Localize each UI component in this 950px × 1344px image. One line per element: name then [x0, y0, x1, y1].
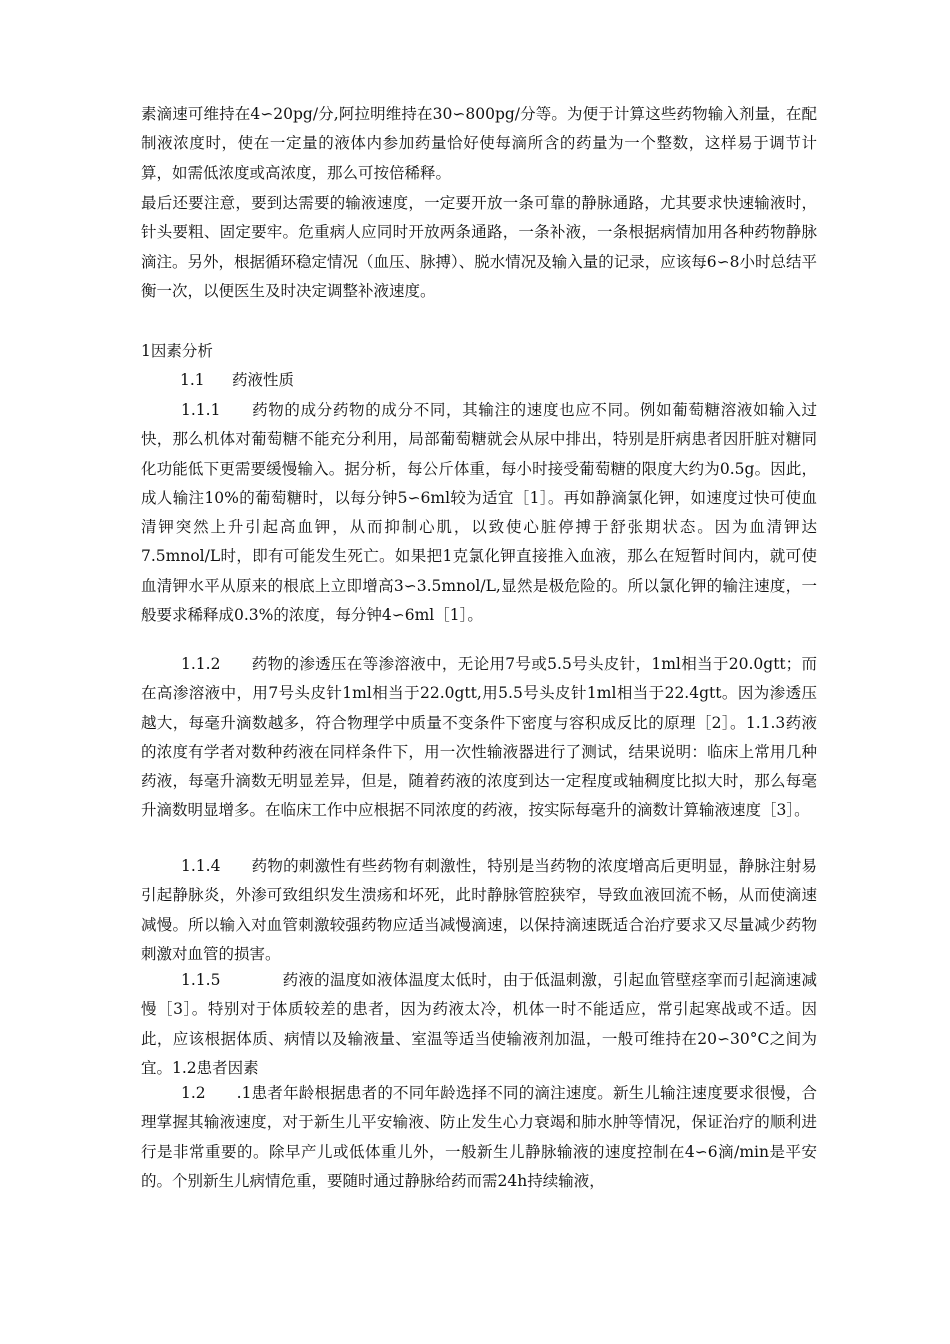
- paragraph-intro-rate: 素滴速可维持在4∽20pg/分,阿拉明维持在30∽800pg/分等。为便于计算这些药物输入剂量，在配制液浓度时，使在一定量的液体内参加药量恰好使每滴所含的药量为一个整数，这样易于调节计算，如需低浓度或高浓度，那么可按倍稀释。: [141, 105, 817, 182]
- paragraph-1-1-1: [141, 396, 817, 630]
- paragraph-text: 药物的渗透压在等渗溶液中，无论用7号或5.5号头皮针，1ml相当于20.0gtt；而在高渗溶液中，用7号头皮针1ml相当于22.0gtt,用5.5号头皮针1ml相当于22.4gtt。因为渗透压越大，每毫升滴数越多，符合物理学中质量不变条件下密度与容积成反比的原理［2］。1.1.3药液的浓度有学者对数种药液在同样条件下，用一次性输液器进行了测试，结果说明：临床上常用几种药液，每毫升滴数无明显差异，但是，随着药液的浓度到达一定程度或轴稠度比拟大时，那么每毫升滴数明显增多。在临床工作中应根据不同浓度的药液，按实际每毫升的滴数计算输液速度［3］。: [141, 655, 817, 820]
- paragraph-text: 药物的刺激性有些药物有刺激性，特别是当药物的浓度增高后更明显，静脉注射易引起静脉炎，外渗可致组织发生溃疡和坏死，此时静脉管腔狭窄，导致血液回流不畅，从而使滴速减慢。所以输入对血管刺激较强药物应适当减慢滴速，以保持滴速既适合治疗要求又尽量减少药物刺激对血管的损害。: [141, 857, 817, 963]
- paragraph-text: 药物的成分药物的成分不同，其输注的速度也应不同。例如葡萄糖溶液如输入过快，那么机体对葡萄糖不能充分利用，局部葡萄糖就会从尿中排出，特别是肝病患者因肝脏对糖同化功能低下更需要缓慢输入。据分析，每公斤体重，每小时接受葡萄糖的限度大约为0.5g。因此，成人输注10%的葡萄糖时，以每分钟5∽6ml较为适宜［1］。再如静滴氯化钾，如速度过快可使血清钾突然上升引起高血钾，从而抑制心肌，以致使心脏停搏于舒张期状态。因为血清钾达7.5mnol/L时，即有可能发生死亡。如果把1克氯化钾直接推入血液，那么在短暂时间内，就可使血清钾水平从原来的根底上立即增高3∽3.5mnol/L,显然是极危险的。所以氯化钾的输注速度，一般要求稀释成0.3%的浓度，每分钟4∽6ml［1］。: [141, 401, 817, 625]
- paragraph-1-1-2: [141, 650, 817, 826]
- section-number: 1.1.2: [181, 655, 221, 673]
- paragraph-text: 药液的温度如液体温度太低时，由于低温刺激，引起血管壁痉挛而引起滴速减慢［3］。特别对于体质较差的患者，因为药液太冷，机体一时不能适应，常引起寒战或不适。因此，应该根据体质、病情以及输液量、室温等适当使输液剂加温，一般可维持在20∽30°C之间为宜。1.2患者因素: [141, 971, 817, 1077]
- section-heading-1: 1因素分析: [141, 342, 213, 360]
- paragraph-text: .1患者年龄根据患者的不同年龄选择不同的滴注速度。新生儿输注速度要求很慢，合理掌握其输液速度，对于新生儿平安输液、防止发生心力衰竭和肺水肿等情况，保证治疗的顺利进行是非常重要的。除早产儿或低体重儿外，一般新生儿静脉输液的速度控制在4∽6滴/min是平安的。个别新生儿病情危重，要随时通过静脉给药而需24h持续输液，: [141, 1084, 817, 1190]
- section-heading-1-1: [180, 366, 294, 395]
- section-number: 1.2: [181, 1084, 206, 1102]
- paragraph-1-2: [141, 1079, 817, 1196]
- paragraph-1-1-4: [141, 852, 817, 969]
- section-number: 1.1.1: [181, 401, 221, 419]
- section-number: 1.1.5: [181, 971, 221, 989]
- section-title: 药液性质: [232, 371, 295, 389]
- section-number: 1.1: [180, 371, 205, 389]
- paragraph-1-1-5: [141, 966, 817, 1083]
- section-number: 1.1.4: [181, 857, 221, 875]
- paragraph-final-note: 最后还要注意，要到达需要的输液速度，一定要开放一条可靠的静脉通路，尤其要求快速输液时，针头要粗、固定要牢。危重病人应同时开放两条通路，一条补液，一条根据病情加用各种药物静脉滴注。另外，根据循环稳定情况（血压、脉搏）、脱水情况及输入量的记录，应该每6∽8小时总结平衡一次，以便医生及时决定调整补液速度。: [141, 194, 817, 300]
